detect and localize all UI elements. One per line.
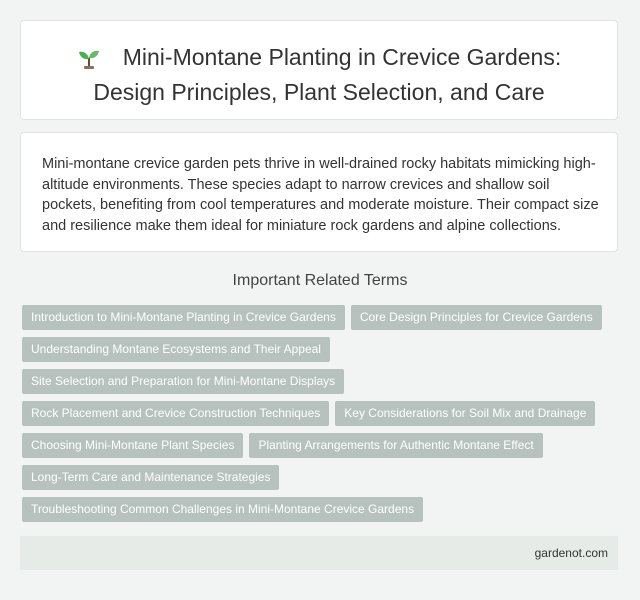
related-term-tag[interactable]: Choosing Mini-Montane Plant Species [22,433,243,458]
tag-row [22,433,622,465]
footer-site-link[interactable]: gardenot.com [534,546,608,560]
page-title [21,42,617,107]
related-term-tag[interactable]: Planting Arrangements for Authentic Montane Effect [249,433,542,458]
tag-row [22,401,622,433]
sprout-icon [77,46,101,77]
related-term-tag[interactable]: Troubleshooting Common Challenges in Mini-Montane Crevice Gardens [22,497,423,522]
tag-row [22,369,622,401]
related-term-tag[interactable]: Introduction to Mini-Montane Planting in Crevice Gardens [22,305,345,330]
tag-row [22,305,622,337]
tag-row [22,497,622,529]
description-text: Mini-montane crevice garden pets thrive in well-drained rocky habitats mimicking high-altitude environments. These species adapt to narrow crevices and shallow soil pockets, benefiting from cool temperatures and moderate moisture. Their compact size and resilience make them ideal for miniature rock gardens and alpine collections. [42,156,599,234]
related-term-tag[interactable]: Understanding Montane Ecosystems and Their Appeal [22,337,330,362]
tag-row [22,465,622,497]
description-card [20,132,618,252]
related-term-tag[interactable]: Key Considerations for Soil Mix and Drainage [335,401,595,426]
related-term-tag[interactable]: Core Design Principles for Crevice Gardens [351,305,602,330]
footer [20,536,618,570]
title-line-2: Design Principles, Plant Selection, and Care [93,79,545,105]
tag-row [22,337,622,369]
title-line-1: Mini-Montane Planting in Crevice Gardens: [122,44,562,70]
title-card [20,20,618,120]
related-terms-heading: Important Related Terms [232,272,408,289]
related-term-tag[interactable]: Site Selection and Preparation for Mini-Montane Displays [22,369,344,394]
related-terms-list [22,305,622,529]
related-term-tag[interactable]: Rock Placement and Crevice Construction Techniques [22,401,329,426]
related-term-tag[interactable]: Long-Term Care and Maintenance Strategies [22,465,279,490]
